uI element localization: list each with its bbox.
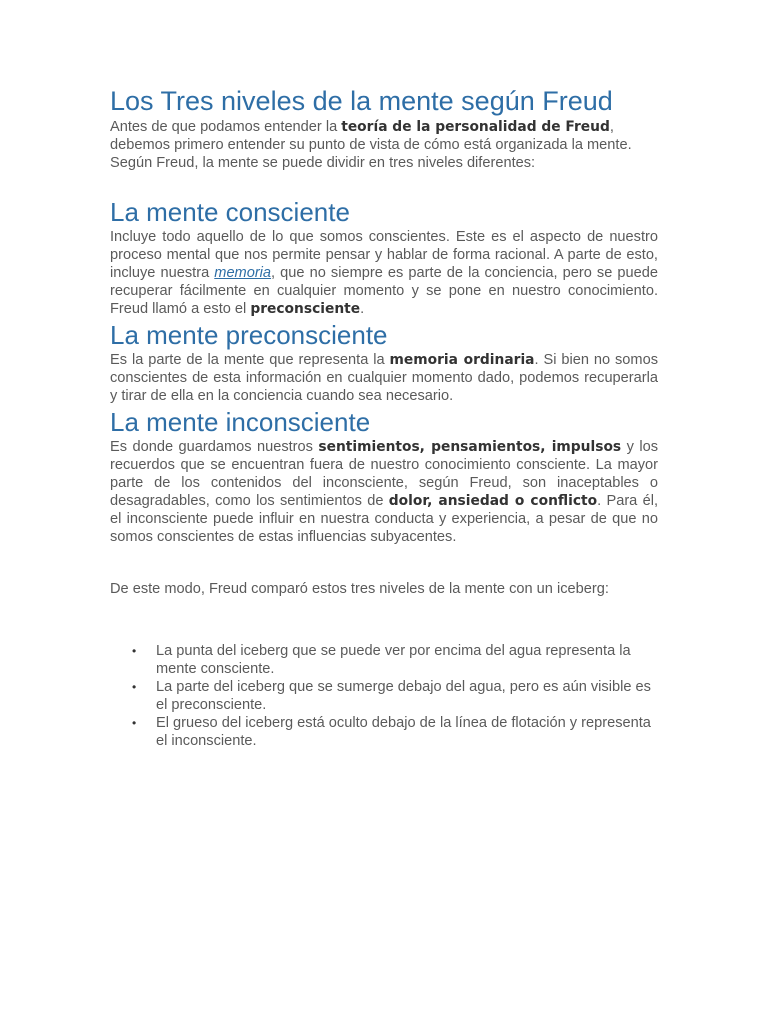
consciente-text-c: .	[360, 301, 365, 317]
inconsciente-text-a: Es donde guardamos nuestros	[110, 439, 319, 455]
heading-inconsciente: La mente inconsciente	[110, 407, 371, 437]
intro-paragraph	[110, 118, 658, 154]
preconsciente-bold-term: memoria ordinaria	[389, 352, 535, 368]
heading-consciente: La mente consciente	[110, 197, 350, 227]
preconsciente-paragraph	[110, 351, 658, 405]
intro-levels-sentence: Según Freud, la mente se puede dividir en tres niveles diferentes:	[110, 155, 536, 171]
list-item	[132, 642, 656, 678]
bullet-icon: •	[132, 644, 137, 658]
iceberg-list	[110, 642, 656, 750]
document-title: Los Tres niveles de la mente según Freud	[110, 86, 613, 116]
consciente-text-b: , que no siempre es parte de la conciencia, pero se puede recuperar fácilmente en cualquier momento y se pone en nuestro conocimiento. Freud llamó a esto el	[110, 265, 658, 317]
intro-text-end: , debemos primero entender su punto de vista de cómo está organizada la mente.	[110, 119, 632, 153]
consciente-text-a: Incluye todo aquello de lo que somos conscientes. Este es el aspecto de nuestro proceso mental que nos permite pensar y hablar de forma racional. A parte de esto, incluye nuestra	[110, 229, 658, 281]
list-item-text: La punta del iceberg que se puede ver por encima del agua representa la mente consciente.	[156, 643, 631, 677]
intro-bold-term: teoría de la personalidad de Freud	[341, 119, 610, 135]
list-item	[132, 714, 656, 750]
list-item	[132, 678, 656, 714]
bullet-icon: •	[132, 716, 137, 730]
list-item-text: El grueso del iceberg está oculto debajo de la línea de flotación y representa el inconsciente.	[156, 715, 651, 749]
consciente-paragraph	[110, 228, 658, 318]
iceberg-intro: De este modo, Freud comparó estos tres niveles de la mente con un iceberg:	[110, 581, 609, 597]
heading-preconsciente: La mente preconsciente	[110, 320, 388, 350]
memoria-link[interactable]: memoria	[214, 265, 272, 281]
intro-text-start: Antes de que podamos entender la	[110, 119, 342, 135]
inconsciente-paragraph	[110, 438, 658, 546]
inconsciente-text-c: . Para él, el inconsciente puede influir en nuestra conducta y experiencia, a pesar de que no somos conscientes de estas influencias subyacentes.	[110, 493, 659, 545]
inconsciente-text-b: y los recuerdos que se encuentran fuera de nuestro conocimiento consciente. La mayor parte de los contenidos del inconsciente, según Freud, son inaceptables o desagradables, como los sentimientos de	[110, 439, 658, 509]
inconsciente-bold-terms-1: sentimientos, pensamientos, impulsos	[318, 439, 622, 455]
bullet-icon: •	[132, 680, 137, 694]
preconsciente-text-a: Es la parte de la mente que representa la	[110, 352, 390, 368]
list-item-text: La parte del iceberg que se sumerge debajo del agua, pero es aún visible es el preconsciente.	[156, 679, 651, 713]
document-page	[110, 84, 658, 750]
preconsciente-text-b: . Si bien no somos conscientes de esta información en cualquier momento dado, podemos recuperarla y tirar de ella en la conciencia cuando sea necesario.	[110, 352, 658, 404]
inconsciente-bold-terms-2: dolor, ansiedad o conflicto	[388, 493, 598, 509]
consciente-bold-term: preconsciente	[250, 301, 361, 317]
